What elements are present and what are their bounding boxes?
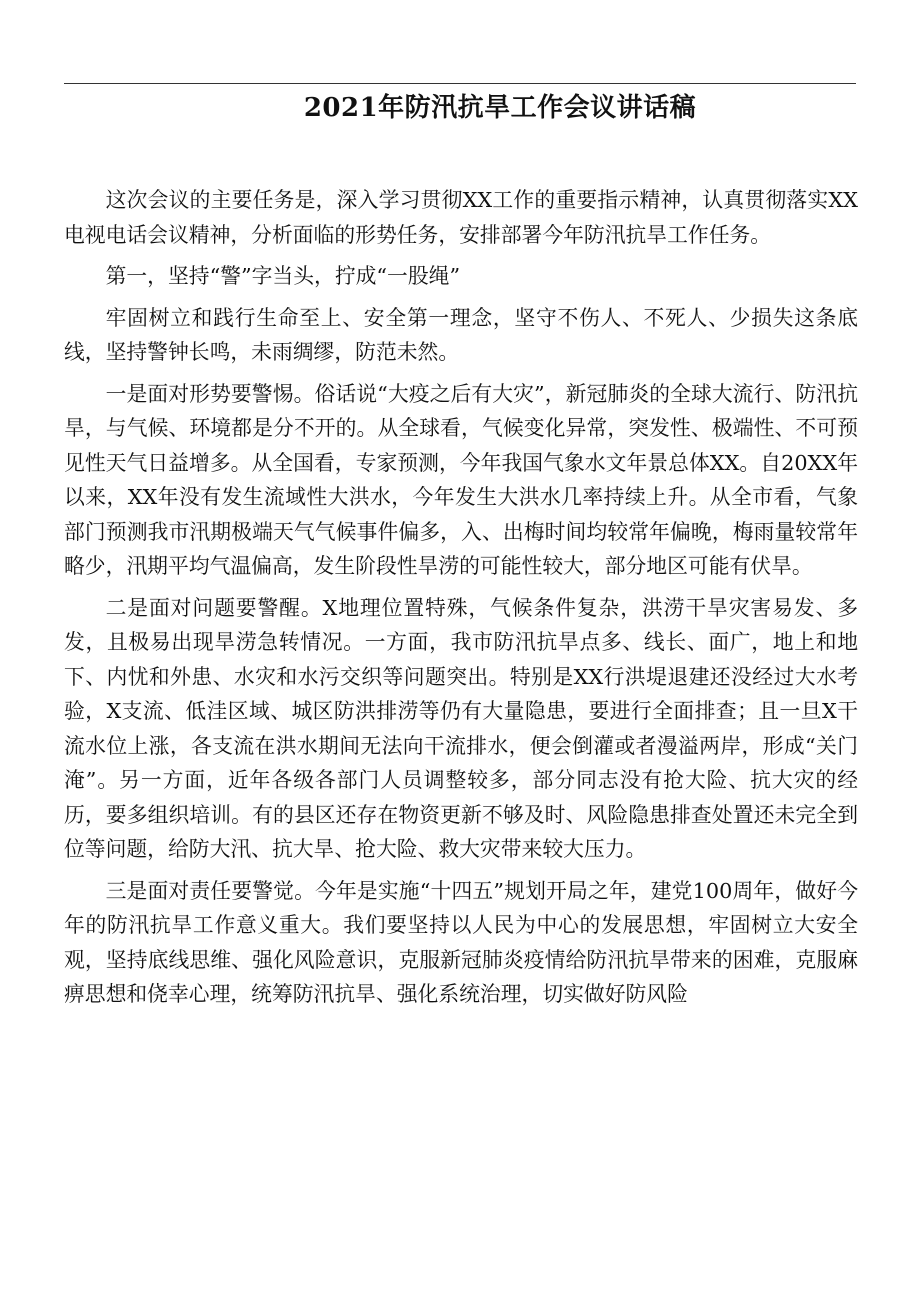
paragraph-responsibility: 三是面对责任要警觉。今年是实施“十四五”规划开局之年，建党100周年，做好今年的防汛抗旱工作意义重大。我们要坚持以人民为中心的发展思想，牢固树立大安全观，坚持底线思维、强化风险意识，克服新冠肺炎疫情给防汛抗旱带来的困难，克服麻痹思想和侥幸心理，统筹防汛抗旱、强化系统治理，切实做好防风险 [64, 878, 858, 1006]
document-body [64, 183, 858, 1012]
paragraph-situation: 一是面对形势要警惕。俗话说“大疫之后有大灾”，新冠肺炎的全球大流行、防汛抗旱，与气候、环境都是分不开的。从全球看，气候变化异常，突发性、极端性、不可预见性天气日益增多。从全国看，专家预测，今年我国气象水文年景总体XX。自20XX年以来，XX年没有发生流域性大洪水，今年发生大洪水几率持续上升。从全市看，气象部门预测我市汛期极端天气气候事件偏多，入、出梅时间均较常年偏晚，梅雨量较常年略少，汛期平均气温偏高，发生阶段性旱涝的可能性较大，部分地区可能有伏旱。 [64, 381, 858, 578]
section-heading-first: 第一，坚持“警”字当头，拧成“一股绳” [105, 264, 461, 288]
paragraph-principle: 牢固树立和践行生命至上、安全第一理念，坚守不伤人、不死人、少损失这条底线，坚持警钟长鸣，未雨绸缪，防范未然。 [64, 305, 858, 364]
paragraph-problems: 二是面对问题要警醒。X地理位置特殊，气候条件复杂，洪涝干旱灾害易发、多发，且极易出现旱涝急转情况。一方面，我市防汛抗旱点多、线长、面广，地上和地下、内忧和外患、水灾和水污交织等问题突出。特别是XX行洪堤退建还没经过大水考验，X支流、低洼区域、城区防洪排涝等仍有大量隐患，要进行全面排查；且一旦X干流水位上涨，各支流在洪水期间无法向干流排水，便会倒灌或者漫溢两岸，形成“关门淹”。另一方面，近年各级各部门人员调整较多，部分同志没有抢大险、抗大灾的经历，要多组织培训。有的县区还存在物资更新不够及时、风险隐患排查处置还未完全到位等问题，给防大汛、抗大旱、抢大险、救大灾带来较大压力。 [64, 595, 858, 861]
header-rule [64, 83, 856, 84]
paragraph-intro: 这次会议的主要任务是，深入学习贯彻XX工作的重要指示精神，认真贯彻落实XX电视电话会议精神，分析面临的形势任务，安排部署今年防汛抗旱工作任务。 [64, 188, 858, 247]
document-title: 2021年防汛抗旱工作会议讲话稿 [303, 93, 697, 123]
